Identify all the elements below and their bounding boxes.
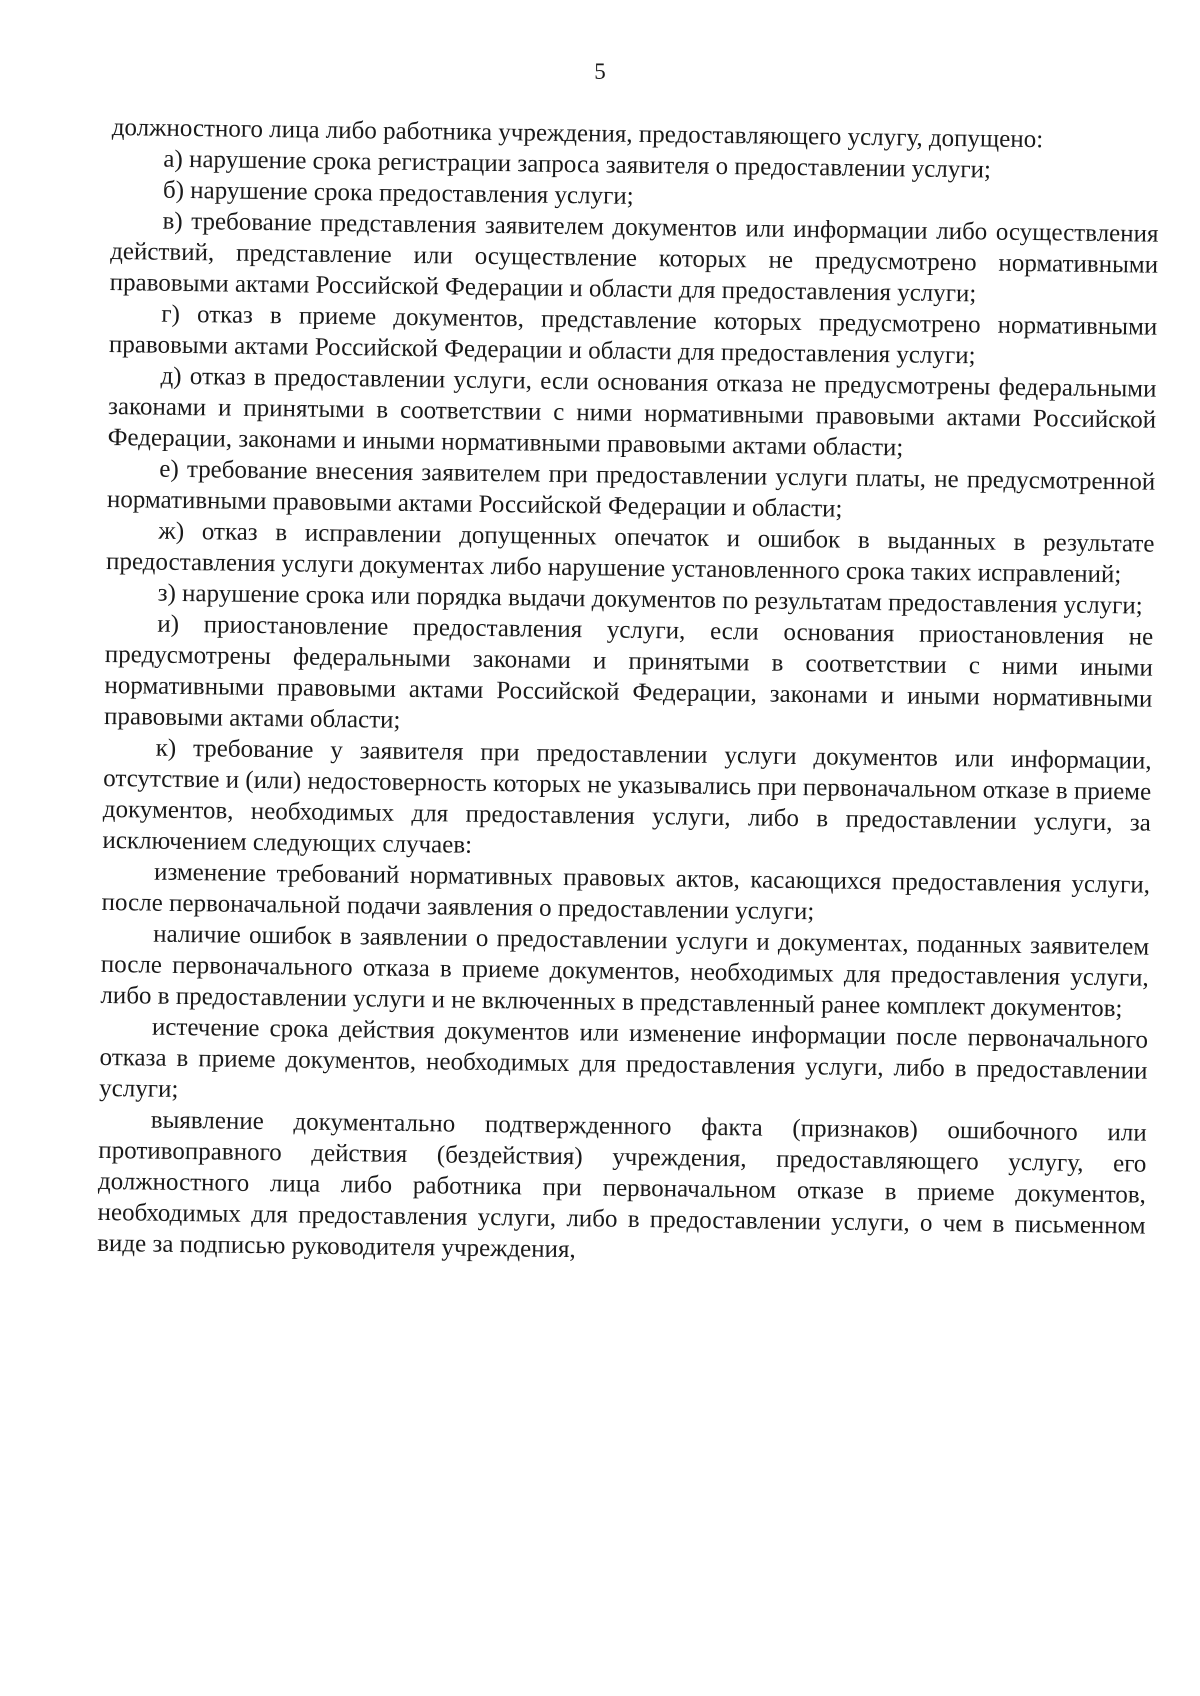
paragraph-item-v: в) требование представления заявителем документов или информации либо осуществления действий, представление или осуществление которых не предусмотрено нормативными правовыми актами Российской Федерации и области для предоставления услуги;: [109, 207, 1159, 308]
paragraph-item-z: з) нарушение срока или порядка выдачи документов по результатам предоставления услуги;: [157, 579, 1143, 620]
paragraph-item-b: б) нарушение срока предоставления услуги;: [162, 176, 634, 210]
paragraph-exception-4: выявление документально подтвержденного факта (признаков) ошибочного или противоправного действия (бездействия) учреждения, предоставляющего услугу, его должностного лица либо работника при первоначальном отказе в приеме документов, необходимых для предоставления услуги, либо в предоставлении услуги, о чем в письменном виде за подписью руководителя учреждения,: [97, 1106, 1147, 1264]
paragraph-item-zh: ж) отказ в исправлении допущенных опечаток и ошибок в выданных в результате предоставления услуги документах либо нарушение установленного срока таких исправлений;: [105, 517, 1155, 589]
paragraph-item-g: г) отказ в приеме документов, представление которых предусмотрено нормативными правовыми актами Российской Федерации и области для предоставления услуги;: [108, 300, 1158, 370]
paragraph-continuation: должностного лица либо работника учреждения, предоставляющего услугу, допущено:: [111, 113, 1044, 154]
page-number: 5: [594, 59, 606, 84]
paragraph-exception-3: истечение срока действия документов или изменение информации после первоначального отказа в приеме документов, необходимых для предоставления услуги, либо в предоставлении услуги;: [99, 1013, 1149, 1103]
document-body: [97, 112, 1160, 1273]
paragraph-item-e: е) требование внесения заявителем при предоставлении услуги платы, не предусмотренной нормативными правовыми актами Российской Федерации и области;: [106, 455, 1156, 523]
paragraph-item-d: д) отказ в предоставлении услуги, если основания отказа не предусмотрены федеральными законами и принятыми в соответствии с ними нормативными правовыми актами Российской Федерации, законами и иными нормативными правовыми актами области;: [107, 362, 1157, 462]
paragraph-exception-2: наличие ошибок в заявлении о предоставлении услуги и документах, поданных заявителем после первоначального отказа в приеме документов, необходимых для предоставления услуги, либо в предоставлении услуги и не включенных в представленный ранее комплект документов;: [100, 920, 1150, 1023]
paragraph-item-i: и) приостановление предоставления услуги, если основания приостановления не предусмотрены федеральными законами и принятыми в соответствии с ними иными нормативными правовыми актами Российской Федерации, законами и иными нормативными правовыми актами области;: [103, 610, 1154, 734]
paragraph-exception-1: изменение требований нормативных правовых актов, касающихся предоставления услуги, после первоначальной подачи заявления о предоставлении услуги;: [101, 858, 1151, 926]
paragraph-item-k: к) требование у заявителя при предоставлении услуги документов или информации, отсутствие и (или) недостоверность которых не указывались при первоначальном отказе в приеме документов, необходимых для предоставления услуги, либо в предоставлении услуги, за исключением следующих случаев:: [102, 734, 1152, 859]
paragraph-item-a: а) нарушение срока регистрации запроса заявителя о предоставлении услуги;: [163, 145, 992, 184]
